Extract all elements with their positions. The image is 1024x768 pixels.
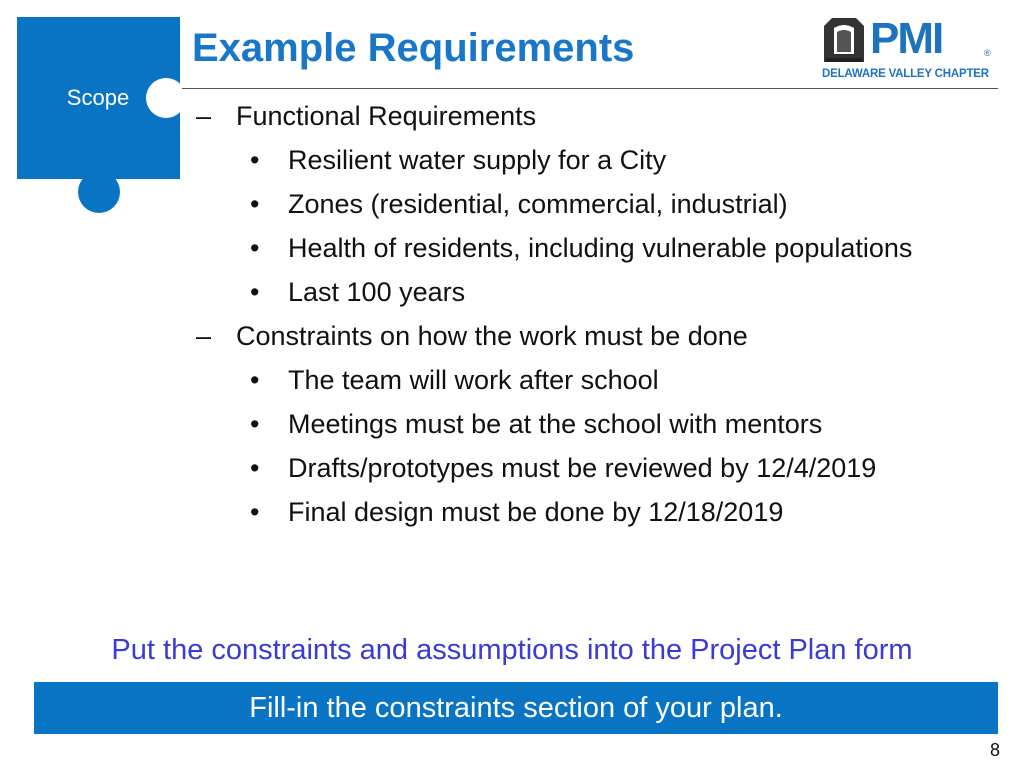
bell-tower-icon	[822, 14, 866, 64]
list-item	[196, 274, 996, 311]
bullet-marker: •	[250, 233, 260, 263]
puzzle-piece-notch-right	[146, 78, 186, 118]
slide-title: Example Requirements	[192, 26, 635, 70]
bullet-marker: •	[250, 409, 260, 439]
bullet-marker: •	[250, 497, 260, 527]
puzzle-piece-knob-bottom	[78, 171, 120, 213]
section-badge-label: Scope	[66, 85, 130, 110]
list-item-text: Last 100 years	[288, 277, 466, 307]
bullet-marker: •	[250, 145, 260, 175]
outline-heading	[196, 318, 996, 355]
list-item-text: Final design must be done by 12/18/2019	[288, 497, 784, 527]
pmi-logo	[822, 14, 998, 84]
outline-heading-text: Constraints on how the work must be done	[236, 321, 748, 351]
instruction-banner	[34, 682, 998, 734]
bullet-marker: •	[250, 189, 260, 219]
pmi-wordmark: PMI	[870, 14, 943, 63]
registered-mark: ®	[984, 48, 991, 58]
list-item	[196, 362, 996, 399]
outline-heading	[196, 98, 996, 135]
dash-marker: –	[196, 321, 212, 351]
outline-heading-text: Functional Requirements	[236, 101, 537, 131]
list-item	[196, 406, 996, 443]
list-item	[196, 494, 996, 531]
instruction-banner-text: Fill-in the constraints section of your plan.	[249, 692, 783, 724]
bullet-marker: •	[250, 365, 260, 395]
pmi-chapter-name: DELAWARE VALLEY CHAPTER	[822, 68, 989, 80]
list-item-text: The team will work after school	[288, 365, 659, 395]
title-underline	[182, 88, 998, 89]
dash-marker: –	[196, 101, 212, 131]
list-item	[196, 230, 996, 267]
bullet-marker: •	[250, 277, 260, 307]
bullet-outline	[196, 98, 996, 538]
list-item	[196, 186, 996, 223]
list-item-text: Drafts/prototypes must be reviewed by 12/4/2019	[288, 453, 877, 483]
list-item	[196, 450, 996, 487]
list-item-text: Zones (residential, commercial, industrial)	[288, 189, 788, 219]
list-item-text: Meetings must be at the school with mentors	[288, 409, 823, 439]
list-item-text: Resilient water supply for a City	[288, 145, 667, 175]
callout-text: Put the constraints and assumptions into the Project Plan form	[111, 634, 913, 666]
bullet-marker: •	[250, 453, 260, 483]
page-number: 8	[989, 740, 1000, 760]
list-item-text: Health of residents, including vulnerable populations	[288, 233, 913, 263]
list-item	[196, 142, 996, 179]
